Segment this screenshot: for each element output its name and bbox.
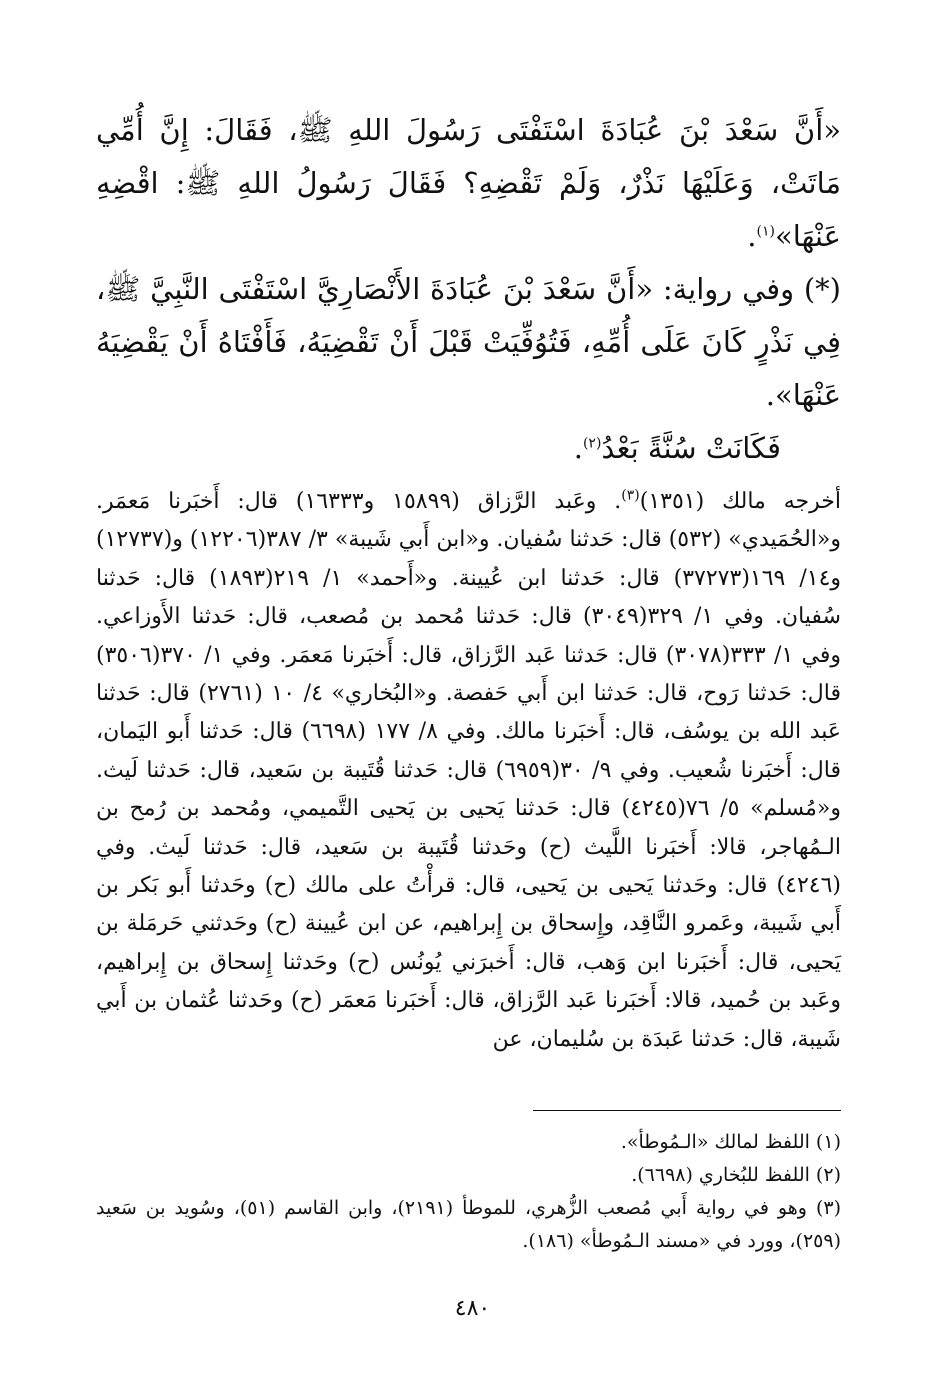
footnote-3: (٣) وهو في رواية أَبي مُصعب الزُّهري، للموطأ (٢١٩١)، وابن القاسم (٥١)، وسُويد بن سَعيد (٢٥٩)، وورد في «مسند الـمُوطأ» (١٨٦).: [96, 1197, 841, 1252]
hadith-main: «أَنَّ سَعْدَ بْنَ عُبَادَةَ اسْتَفْتَى رَسُولَ اللهِ ﷺ، فَقَالَ: إِنَّ أُمِّي مَاتَتْ، وَعَلَيْهَا نَذْرٌ، وَلَمْ تَقْضِهِ؟ فَقَالَ رَسُولُ اللهِ ﷺ: اقْضِهِ عَنْهَا»$^{(١)}$.: [96, 113, 841, 253]
footnote-1: (١) اللفظ لمالك «الـمُوطأ».: [620, 1131, 841, 1153]
hadith-main-text: «أَنَّ سَعْدَ بْنَ عُبَادَةَ اسْتَفْتَى رَسُولَ اللهِ ﷺ، فَقَالَ: إِنَّ أُمِّي مَاتَتْ، وَعَلَيْهَا نَذْرٌ، وَلَمْ تَقْضِهِ؟ فَقَالَ رَسُولُ اللهِ ﷺ: اقْضِهِ عَنْهَا»: [96, 113, 841, 253]
footnote-2: (٢) اللفظ للبُخاري (٦٦٩٨).: [631, 1164, 841, 1186]
takhrij-lead: أخرجه مالك (١٣٥١): [639, 489, 841, 514]
hadith-text: [96, 104, 841, 475]
takhrij-body: . وعَبد الرَّزاق (١٥٨٩٩ و١٦٣٣٣) قال: أَخبَرنا مَعمَر. و«الحُمَيدي» (٥٣٢) قال: حَدثنا سُفيان. و«ابن أَبي شَيبة» ٣/ ٣٨٧(١٢٢٠٦) و(١٢٧٣٧) و١٤/ ١٦٩(٣٧٢٧٣) قال: حَدثنا ابن عُيينة. و«أَحمد» ١/ ٢١٩(١٨٩٣) قال: حَدثنا سُفيان. وفي ١/ ٣٢٩(٣٠٤٩) قال: حَدثنا مُحمد بن مُصعب، قال: حَدثنا الأَوزاعي. وفي ١/ ٣٣٣(٣٠٧٨) قال: حَدثنا عَبد الرَّزاق، قال: أَخبَرنا مَعمَر. وفي ١/ ٣٧٠(٣٥٠٦) قال: حَدثنا رَوح، قال: حَدثنا ابن أَبي حَفصة. و«البُخاري» ٤/ ١٠ (٢٧٦١) قال: حَدثنا عَبد الله بن يوسُف، قال: أَخبَرنا مالك. وفي ٨/ ١٧٧ (٦٦٩٨) قال: حَدثنا أَبو اليَمان، قال: أَخبَرنا شُعيب. وفي ٩/ ٣٠(٦٩٥٩) قال: حَدثنا قُتَيبة بن سَعيد، قال: حَدثنا لَيث. و«مُسلم» ٥/ ٧٦(٤٢٤٥) قال: حَدثنا يَحيى بن يَحيى التَّميمي، ومُحمد بن رُمح بن الـمُهاجر، قالا: أَخبَرنا اللَّيث (ح) وحَدثنا قُتَيبة بن سَعيد، قال: حَدثنا لَيث. وفي (٤٢٤٦) قال: وحَدثنا يَحيى بن يَحيى، قال: قرأْتُ على مالك (ح) وحَدثنا أَبو بَكر بن أَبي شَيبة، وعَمرو النَّاقِد، وإِسحاق بن إِبراهيم، عن ابن عُيينة (ح) وحَدثني حَرمَلة بن يَحيى، قال: أَخبَرنا ابن وَهب، قال: أَخبرَني يُونُس (ح) وحَدثنا إِسحاق بن إِبراهيم، وعَبد بن حُميد، قالا: أَخبَرنا عَبد الرَّزاق، قال: أَخبَرنا مَعمَر (ح) وحَدثنا عُثمان بن أَبي شَيبة، قال: حَدثنا عَبدَة بن سُليمان، عن: [96, 489, 842, 1052]
hadith-riwaya: [96, 263, 841, 422]
riwaya-lead: (*) وفي رواية:: [653, 272, 841, 306]
footnote-divider: [533, 1110, 841, 1111]
sunna-end: .: [573, 431, 583, 465]
footnotes: [96, 1126, 841, 1258]
footnote-ref-2[interactable]: (٢): [582, 435, 602, 452]
page-body: [96, 104, 841, 1059]
footnote-ref-3[interactable]: (٣): [621, 487, 640, 504]
footnote-ref-1[interactable]: (١): [756, 223, 775, 240]
riwaya-text: «أَنَّ سَعْدَ بْنَ عُبَادَةَ الأَنْصَارِيَّ اسْتَفْتَى النَّبِيَّ ﷺ، فِي نَذْرٍ كَانَ عَلَى أُمِّهِ، فَتُوُفِّيَتْ قَبْلَ أَنْ تَقْضِيَهُ، فَأَفْتَاهُ أَنْ يَقْضِيَهُ عَنْهَا».: [96, 272, 841, 412]
hadith-sunna: [96, 422, 841, 475]
sunna-text: فَكَانَتْ سُنَّةً بَعْدُ: [601, 431, 781, 465]
takhrij-paragraph: [96, 483, 841, 1059]
page-number: ٤٨٠: [454, 1296, 491, 1321]
takhrij-section: [96, 483, 841, 1059]
